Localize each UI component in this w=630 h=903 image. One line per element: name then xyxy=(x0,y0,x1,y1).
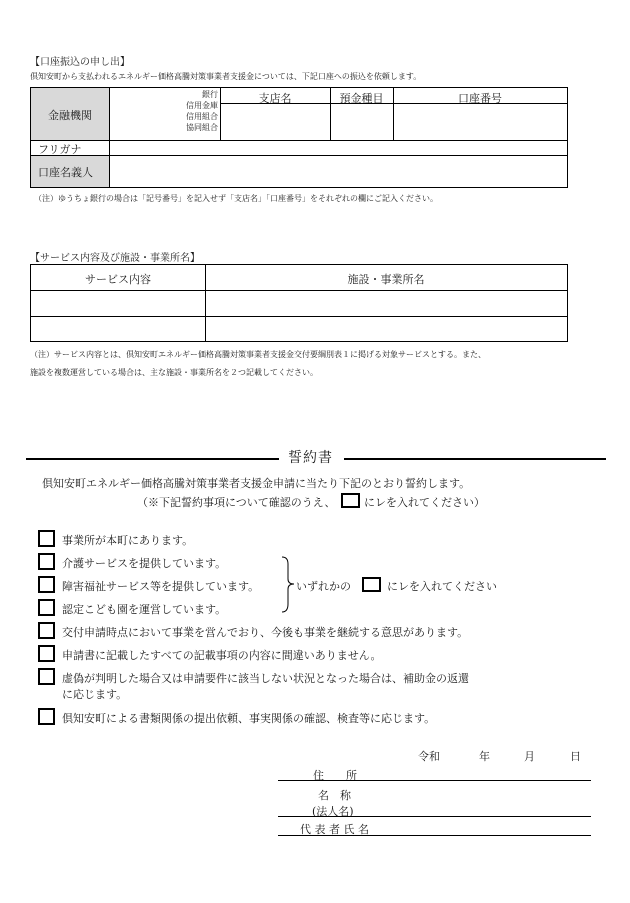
right-brace-icon xyxy=(280,556,296,613)
branch-field[interactable] xyxy=(220,104,330,140)
checkbox-care-service[interactable] xyxy=(38,553,55,570)
date-era: 令和 xyxy=(418,750,440,763)
pledge-title: 誓約書 xyxy=(288,450,333,466)
item-care-service: 介護サービスを提供しています。 xyxy=(62,557,227,570)
checkbox-nursery[interactable] xyxy=(38,599,55,616)
facility-field-1[interactable] xyxy=(206,291,567,316)
name-line[interactable] xyxy=(278,816,591,817)
either-label-after: にレを入れてください xyxy=(387,580,497,593)
branch-header: 支店名 xyxy=(258,92,292,105)
checkbox-accurate-entries[interactable] xyxy=(38,645,55,662)
bank-label: 金融機関 xyxy=(48,109,92,122)
facility-field-2[interactable] xyxy=(206,317,567,341)
holder-field[interactable] xyxy=(110,156,567,187)
name-label: 名 称 xyxy=(318,789,351,802)
transfer-note: （注）ゆうちょ銀行の場合は「記号番号」を記入せず「支店名」「口座番号」をそれぞれの欄にご記入ください。 xyxy=(34,194,438,203)
bank-type-list xyxy=(180,89,218,133)
date-month: 月 xyxy=(524,750,535,763)
title-rule-left xyxy=(26,458,279,460)
checkbox-office-in-town[interactable] xyxy=(38,530,55,547)
bank-type-shinkin: 信用金庫 xyxy=(186,101,218,110)
corp-label: (法人名) xyxy=(312,805,354,818)
date-day: 日 xyxy=(570,750,581,763)
service-heading: 【サービス内容及び施設・事業所名】 xyxy=(30,253,200,264)
service-note-line2: 施設を複数運営している場合は、主な施設・事業所名を２つ記載してください。 xyxy=(30,368,318,377)
item-refund-consent-line1: 虚偽が判明した場合又は申請要件に該当しない状況となった場合は、補助金の返還 xyxy=(62,672,469,685)
checkbox-example xyxy=(341,493,360,508)
pledge-intro: 倶知安町エネルギー価格高騰対策事業者支援金申請に当たり下記のとおり誓約します。 xyxy=(42,477,471,490)
service-col-header: サービス内容 xyxy=(85,273,151,286)
either-label-before: いずれかの xyxy=(296,580,351,593)
bank-type-shinkumi: 信用組合 xyxy=(186,112,218,121)
deposit-type-field[interactable] xyxy=(330,104,393,140)
date-year: 年 xyxy=(479,750,490,763)
checkbox-refund-consent[interactable] xyxy=(38,668,55,685)
checkbox-disability-service[interactable] xyxy=(38,576,55,593)
item-nursery: 認定こども園を運営しています。 xyxy=(62,603,227,616)
item-disability-service: 障害福祉サービス等を提供しています。 xyxy=(62,580,260,593)
bank-type-kyodo: 協同組合 xyxy=(186,123,218,132)
item-refund-consent-line2: に応じます。 xyxy=(62,688,128,701)
account-number-field[interactable] xyxy=(393,104,567,140)
account-number-header: 口座番号 xyxy=(458,92,502,105)
transfer-heading: 【口座振込の申し出】 xyxy=(30,57,130,68)
service-note-line1: （注）サービス内容とは、倶知安町エネルギー価格高騰対策事業者支援金交付要綱別表１に掲げる対象サービスとする。また、 xyxy=(30,350,486,359)
item-business-continuation: 交付申請時点において事業を営んでおり、今後も事業を継続する意思があります。 xyxy=(62,626,469,639)
checkbox-business-continuation[interactable] xyxy=(38,622,55,639)
service-field-1[interactable] xyxy=(31,291,205,316)
address-line[interactable] xyxy=(278,780,591,781)
service-field-2[interactable] xyxy=(31,317,205,341)
pledge-instruction-before: （※下記誓約事項について確認のうえ、 xyxy=(137,496,336,509)
representative-line[interactable] xyxy=(278,835,591,836)
title-rule-right xyxy=(344,458,606,460)
transfer-intro: 倶知安町から支払われるエネルギー価格高騰対策事業者支援金については、下記口座への振込を依頼します。 xyxy=(30,72,422,81)
furigana-field[interactable] xyxy=(110,141,567,155)
bank-type-bank: 銀行 xyxy=(202,90,218,99)
representative-label: 代 表 者 氏 名 xyxy=(300,823,369,836)
holder-label: 口座名義人 xyxy=(38,166,93,179)
checkbox-example-either xyxy=(362,577,381,592)
facility-col-header: 施設・事業所名 xyxy=(347,273,425,286)
address-label: 住 所 xyxy=(313,769,357,782)
item-office-in-town: 事業所が本町にあります。 xyxy=(62,534,194,547)
item-inspection-consent: 倶知安町による書類関係の提出依頼、事実関係の確認、検査等に応じます。 xyxy=(62,712,436,725)
checkbox-inspection-consent[interactable] xyxy=(38,708,55,725)
pledge-instruction-after: にレを入れてください） xyxy=(364,496,485,509)
furigana-label: フリガナ xyxy=(38,143,82,156)
item-accurate-entries: 申請書に記載したすべての記載事項の内容に間違いありません。 xyxy=(62,649,382,662)
deposit-type-header: 預金種目 xyxy=(339,92,384,105)
